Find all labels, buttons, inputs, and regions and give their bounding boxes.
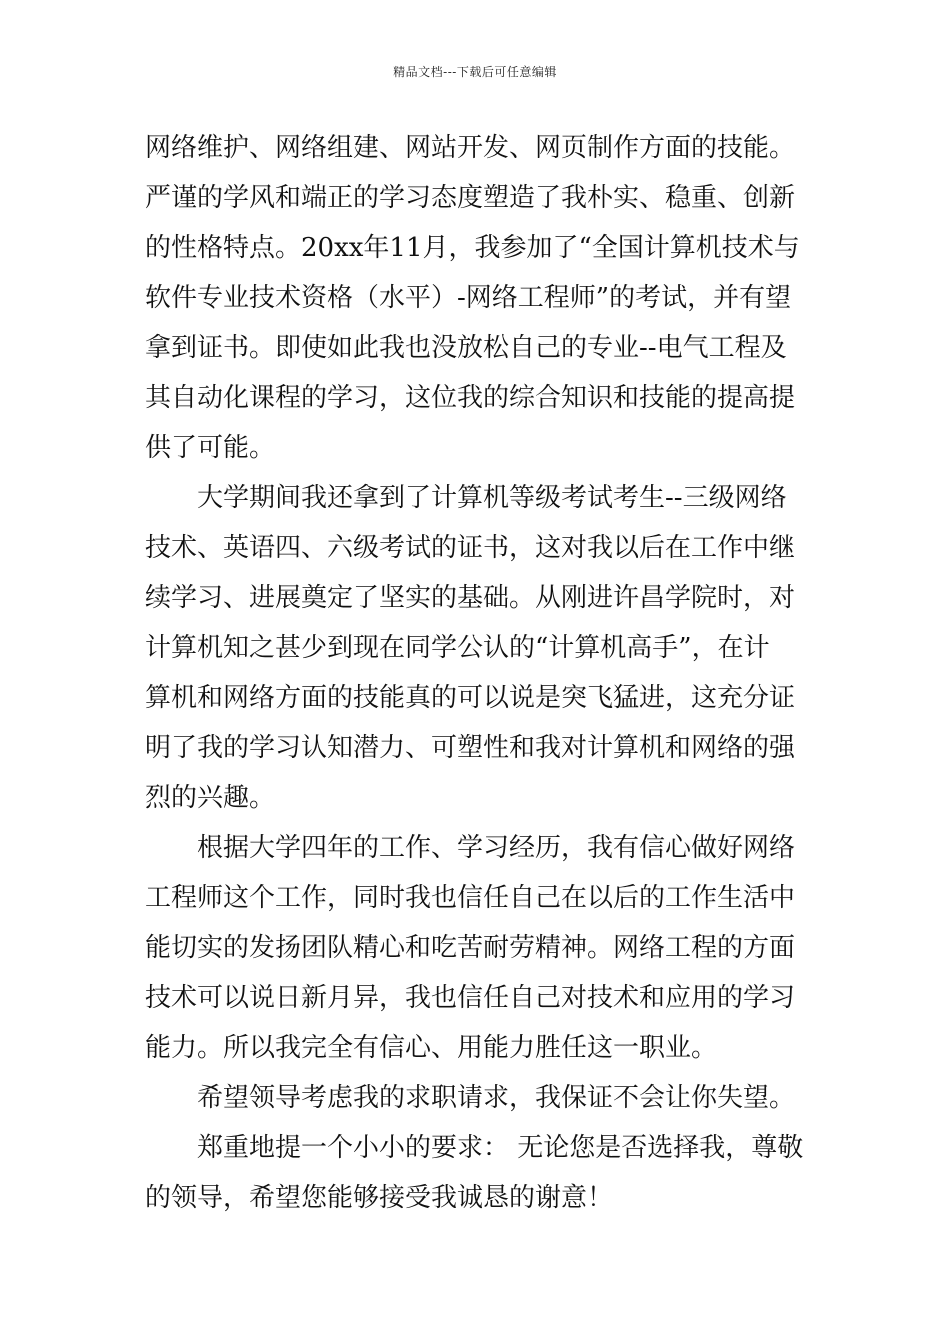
paragraph	[145, 123, 810, 473]
paragraph	[145, 823, 810, 1073]
document-body	[145, 123, 810, 1223]
text-line: 网络维护、网络组建、网站开发、网页制作方面的技能。	[145, 133, 796, 163]
text-line: 续学习、进展奠定了坚实的基础。从刚进许昌学院时，对	[145, 583, 796, 613]
text-line: 软件专业技术资格（水平）-网络工程师”的考试，并有望	[145, 283, 792, 313]
text-line: 烈的兴趣。	[145, 783, 276, 813]
page-header: 精品文档---下载后可任意编辑	[393, 65, 557, 79]
paragraph	[145, 1123, 810, 1223]
paragraph	[145, 1073, 810, 1123]
text-line: 希望领导考虑我的求职请求，我保证不会让你失望。	[197, 1083, 796, 1113]
text-line: 拿到证书。即使如此我也没放松自己的专业--电气工程及	[145, 333, 787, 363]
text-line: 明了我的学习认知潜力、可塑性和我对计算机和网络的强	[145, 733, 796, 763]
paragraph	[145, 473, 810, 823]
text-line: 技术、英语四、六级考试的证书，这对我以后在工作中继	[145, 533, 796, 563]
text-line: 技术可以说日新月异，我也信任自己对技术和应用的学习	[145, 983, 796, 1013]
text-line: 的性格特点。20xx年11月，我参加了“全国计算机技术与	[145, 233, 800, 263]
text-line: 工程师这个工作，同时我也信任自己在以后的工作生活中	[145, 883, 796, 913]
text-line: 算机和网络方面的技能真的可以说是突飞猛进，这充分证	[145, 683, 796, 713]
text-line: 能力。所以我完全有信心、用能力胜任这一职业。	[145, 1033, 718, 1063]
text-line: 大学期间我还拿到了计算机等级考试考生--三级网络	[197, 483, 787, 513]
text-line: 严谨的学风和端正的学习态度塑造了我朴实、稳重、创新	[145, 183, 796, 213]
text-line: 根据大学四年的工作、学习经历，我有信心做好网络	[197, 833, 796, 863]
text-line: 能切实的发扬团队精心和吃苦耐劳精神。网络工程的方面	[145, 933, 796, 963]
text-line: 的领导，希望您能够接受我诚恳的谢意！	[145, 1183, 614, 1213]
text-line: 其自动化课程的学习，这位我的综合知识和技能的提高提	[145, 383, 796, 413]
text-line: 供了可能。	[145, 433, 276, 463]
text-line: 郑重地提一个小小的要求： 无论您是否选择我，尊敬	[197, 1133, 804, 1163]
text-line: 计算机知之甚少到现在同学公认的“计算机高手”，在计	[145, 633, 770, 663]
